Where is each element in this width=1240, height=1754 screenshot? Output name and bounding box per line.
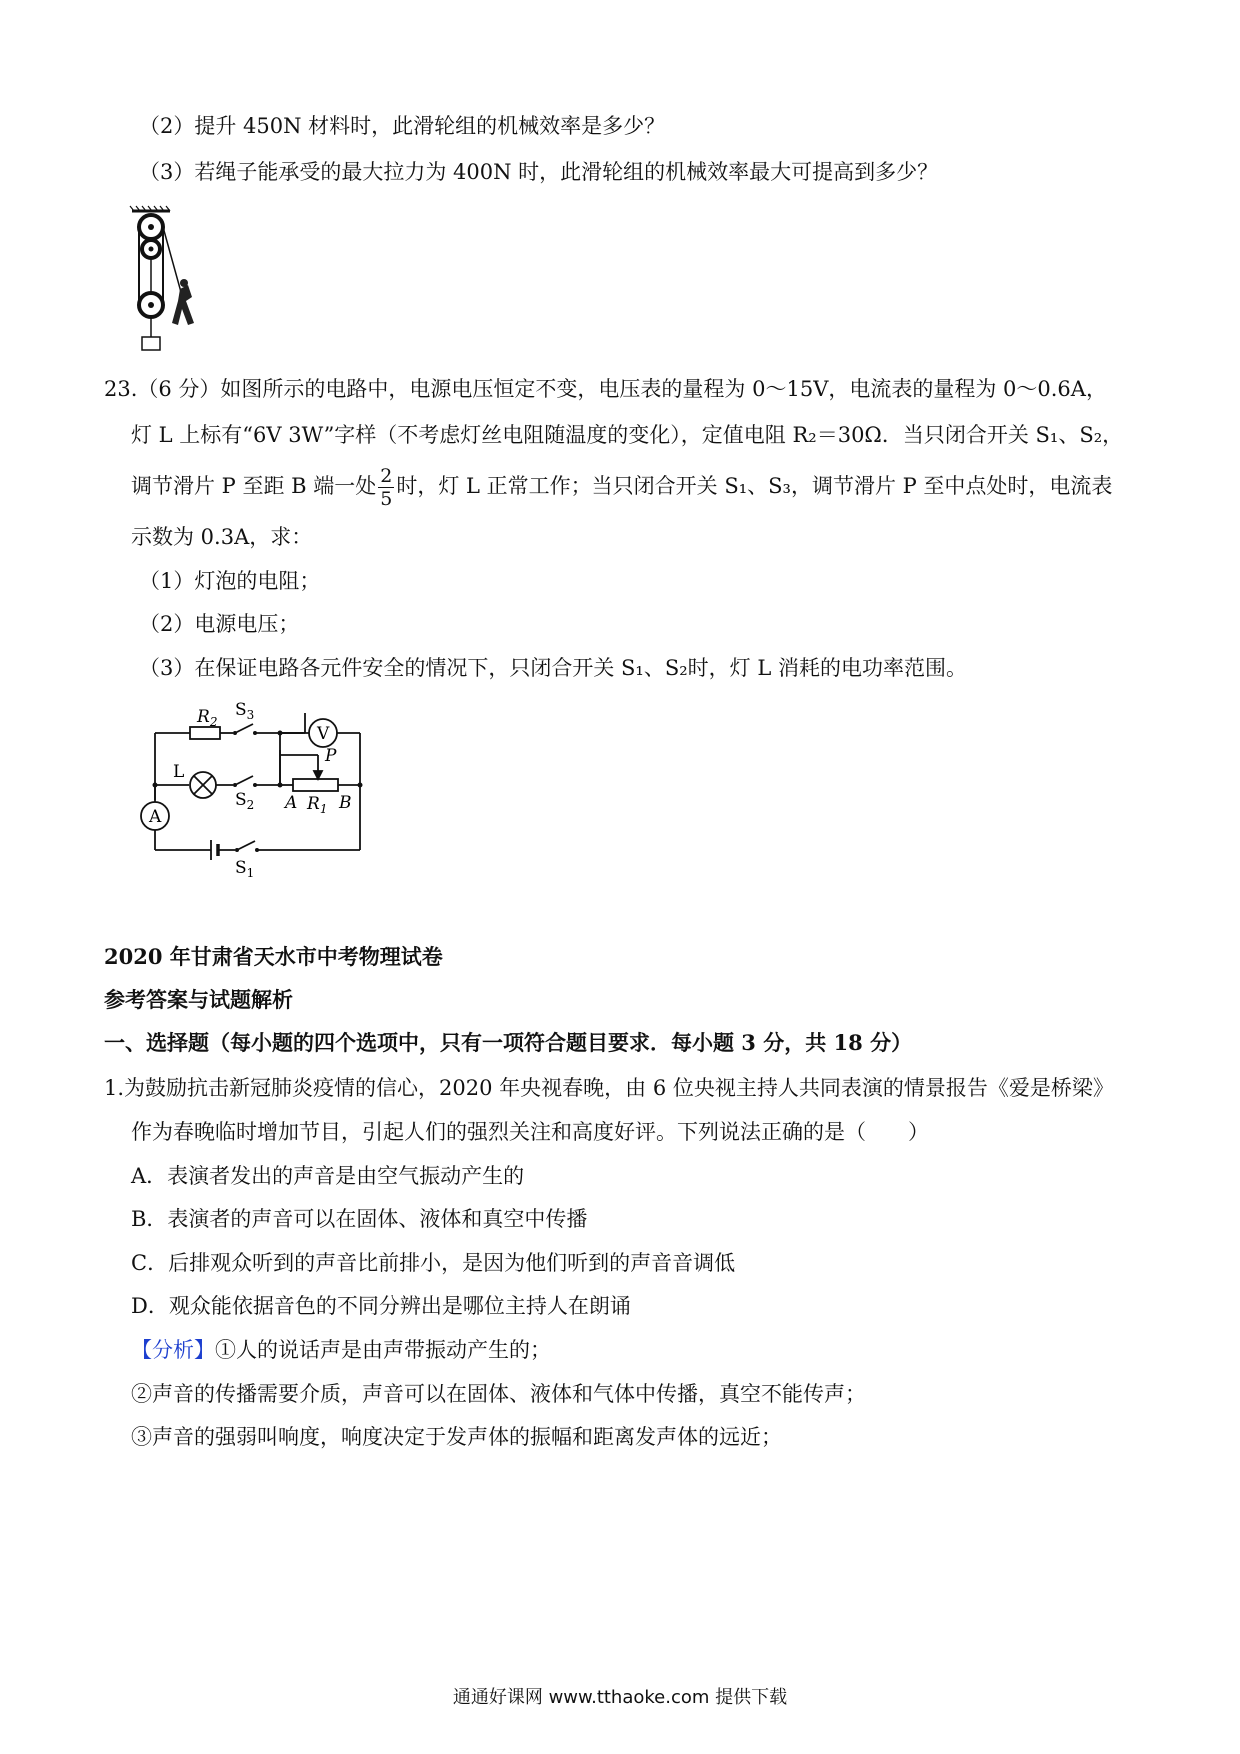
question-23-part-3: （3）在保证电路各元件安全的情况下，只闭合开关 S₁、S₂时，灯 L 消耗的电功率范围。 xyxy=(139,656,967,680)
question-22-part-2: （2）提升 450N 材料时，此滑轮组的机械效率是多少？ xyxy=(139,114,666,138)
r2-label: R xyxy=(197,707,210,727)
voltmeter-label: V xyxy=(317,724,330,744)
rheostat-r1 xyxy=(293,779,338,791)
analysis-line-2: ②声音的传播需要介质，声音可以在固体、液体和气体中传播，真空不能传声； xyxy=(131,1382,866,1406)
question-1-line-2: 作为春晚临时增加节目，引起人们的强烈关注和高度好评。下列说法正确的是（ ） xyxy=(131,1120,929,1144)
s3-label: S xyxy=(235,700,247,720)
s1-subscript: 1 xyxy=(246,866,255,880)
svg-text:R2 xyxy=(196,707,217,729)
lamp-label: L xyxy=(173,762,185,782)
analysis-text-1: ①人的说话声是由声带振动产生的； xyxy=(215,1338,551,1362)
fraction-numerator: 2 xyxy=(380,465,393,487)
option-a: A．表演者发出的声音是由空气振动产生的 xyxy=(131,1164,525,1188)
question-23-line-1: 23.（6 分）如图所示的电路中，电源电压恒定不变，电压表的量程为 0～15V，电流表的量程为 0～0.6A， xyxy=(104,377,1107,401)
end-b-label: B xyxy=(339,793,352,813)
slider-p-label: P xyxy=(325,746,337,766)
question-23-line-2: 灯 L 上标有“6V 3W”字样（不考虑灯丝电阻随温度的变化），定值电阻 R₂＝30Ω．当只闭合开关 S₁、S₂， xyxy=(131,423,1124,447)
fraction-two-fifths xyxy=(378,465,394,510)
end-a-label: A xyxy=(285,793,298,813)
analysis-tag: 【分析】 xyxy=(131,1338,215,1362)
question-23-part-1: （1）灯泡的电阻； xyxy=(139,569,321,593)
analysis-line-1 xyxy=(131,1336,551,1364)
question-23-line-3-start: 调节滑片 P 至距 B 端一处 xyxy=(131,474,377,498)
analysis-line-3: ③声音的强弱叫响度，响度决定于发声体的振幅和距离发声体的远近； xyxy=(131,1425,782,1449)
svg-text:S3 xyxy=(235,700,254,722)
option-d: D．观众能依据音色的不同分辨出是哪位主持人在朗诵 xyxy=(131,1294,631,1318)
svg-text:R1 xyxy=(306,794,327,816)
r2-subscript: 2 xyxy=(209,715,218,729)
question-23-line-3 xyxy=(131,465,1112,510)
s2-subscript: 2 xyxy=(246,798,255,812)
svg-text:S2 xyxy=(235,790,254,812)
r1-subscript: 1 xyxy=(319,802,328,816)
option-b: B．表演者的声音可以在固体、液体和真空中传播 xyxy=(131,1207,588,1231)
svg-text:S1 xyxy=(235,858,254,880)
s2-label: S xyxy=(235,790,247,810)
s1-label: S xyxy=(235,858,247,878)
r1-label: R xyxy=(307,794,320,814)
question-1-line-1: 1.为鼓励抗击新冠肺炎疫情的信心，2020 年央视春晚，由 6 位央视主持人共同表演的情景报告《爱是桥梁》 xyxy=(104,1076,1114,1100)
question-22-part-3: （3）若绳子能承受的最大拉力为 400N 时，此滑轮组的机械效率最大可提高到多少？ xyxy=(139,160,939,184)
section-heading: 一、选择题（每小题的四个选项中，只有一项符合题目要求．每小题 3 分，共 18 分） xyxy=(104,1030,913,1055)
question-23-line-4: 示数为 0.3A，求： xyxy=(131,525,313,549)
page-footer: 通通好课网 www.tthaoke.com 提供下载 xyxy=(452,1687,788,1708)
question-23-part-2: （2）电源电压； xyxy=(139,612,300,636)
question-23-line-3-end: 时，灯 L 正常工作；当只闭合开关 S₁、S₃，调节滑片 P 至中点处时，电流表 xyxy=(396,474,1113,498)
circuit-diagram xyxy=(125,695,385,885)
ammeter-label: A xyxy=(149,807,162,827)
answer-subtitle: 参考答案与试题解析 xyxy=(104,987,293,1012)
pulley-figure xyxy=(122,205,222,355)
answer-title: 2020 年甘肃省天水市中考物理试卷 xyxy=(104,944,443,969)
s3-subscript: 3 xyxy=(246,708,255,722)
option-c: C．后排观众听到的声音比前排小，是因为他们听到的声音音调低 xyxy=(131,1251,736,1275)
fraction-denominator: 5 xyxy=(380,488,393,510)
